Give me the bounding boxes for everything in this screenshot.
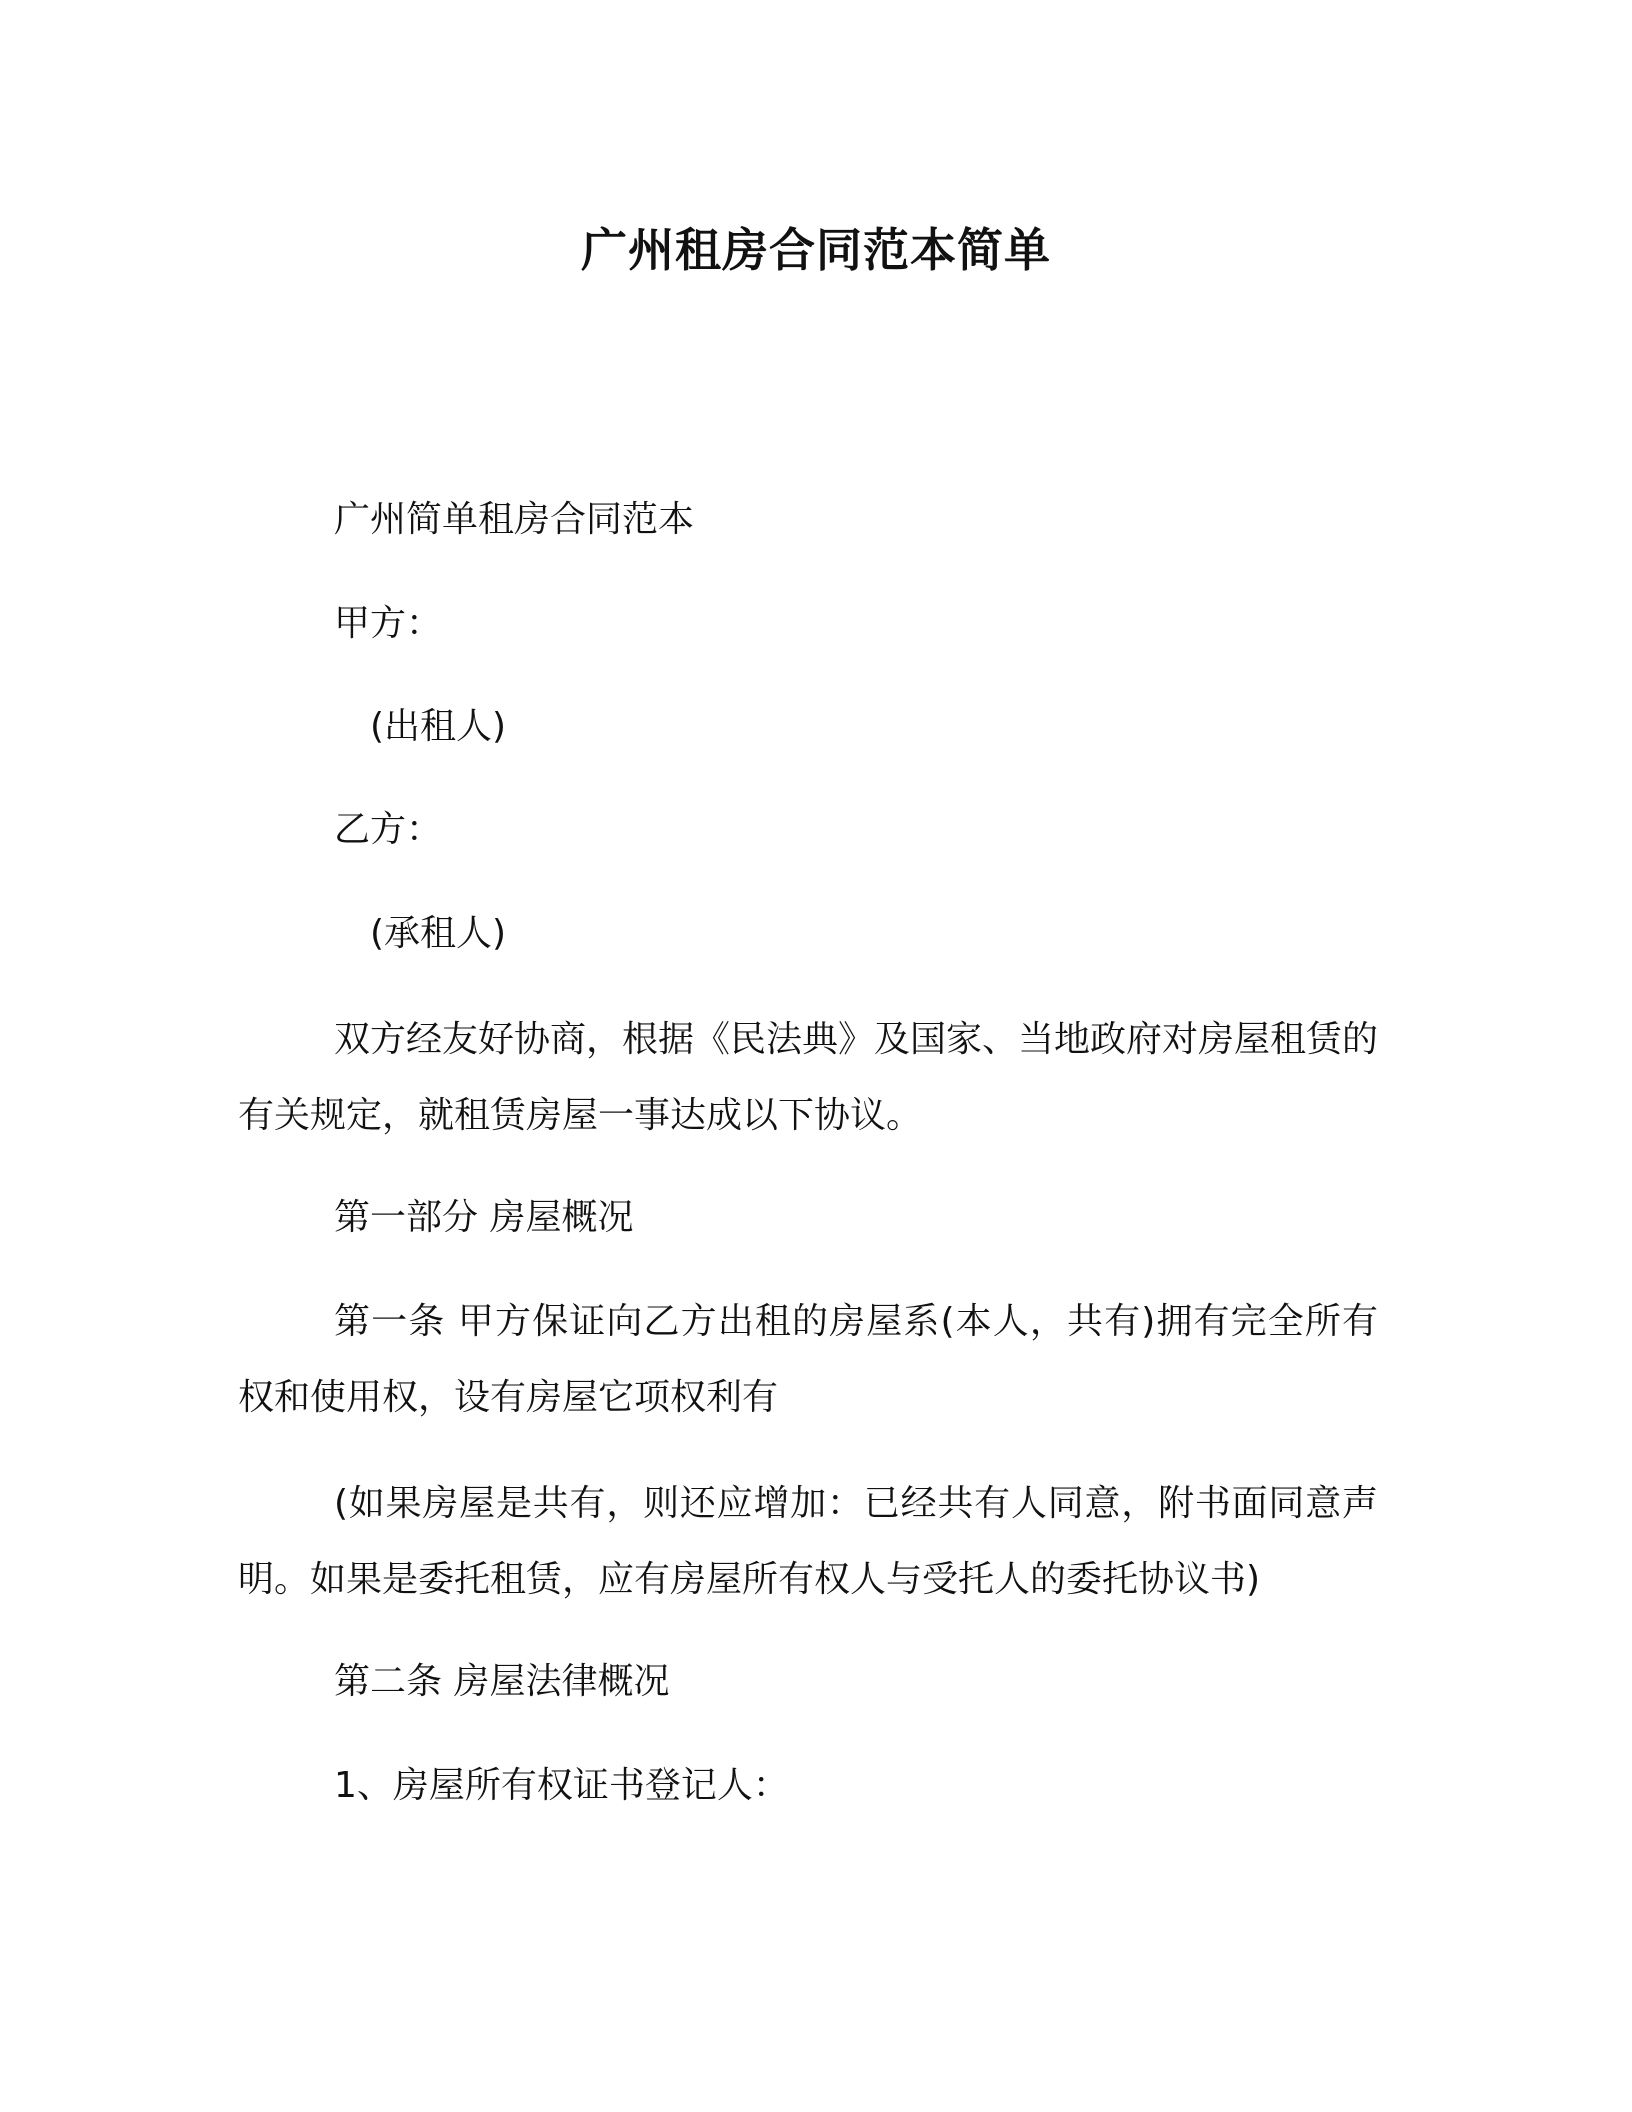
document-title: 广州租房合同范本简单	[581, 223, 1051, 277]
item1-line: 1、房屋所有权证书登记人：	[334, 1765, 789, 1806]
party-a-label: 甲方：	[334, 603, 443, 644]
document-subtitle: 广州简单租房合同范本	[334, 499, 695, 540]
article2-heading: 第二条 房屋法律概况	[334, 1661, 670, 1702]
intro-paragraph: 双方经友好协商，根据《民法典》及国家、当地政府对房屋租赁的有关规定，就租赁房屋一事达成以下协议。	[238, 1019, 1379, 1136]
article1-note-paragraph: (如果房屋是共有，则还应增加：已经共有人同意，附书面同意声明。如果是委托租赁，应有房屋所有权人与受托人的委托协议书)	[238, 1483, 1378, 1600]
party-a-role: (出租人)	[370, 706, 507, 747]
part1-heading: 第一部分 房屋概况	[334, 1197, 634, 1238]
article1-paragraph: 第一条 甲方保证向乙方出租的房屋系(本人，共有)拥有完全所有权和使用权，设有房屋它项权利有	[238, 1301, 1378, 1418]
party-b-role: (承租人)	[370, 913, 507, 954]
party-b-label: 乙方：	[334, 809, 443, 850]
